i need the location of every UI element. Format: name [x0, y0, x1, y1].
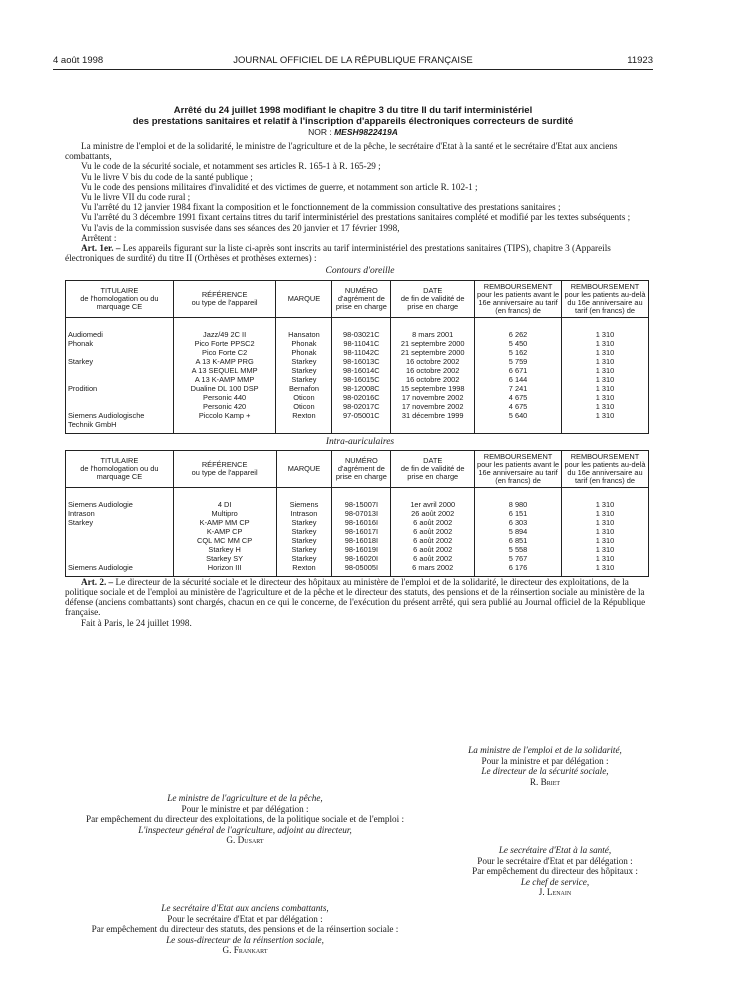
header-rule: [53, 69, 653, 70]
signature-sante: Le secrétaire d'Etat à la santé, Pour le secrétaire d'Etat et par délégation : Par empêchement du directeur des hôpitaux : Le chef de service, J. Lenain: [472, 845, 638, 897]
cell-reference: A 13 SEQUEL MMP: [173, 366, 276, 375]
cell-numero: 98-03021C: [332, 317, 391, 339]
cell-remb-apres: 1 310: [562, 375, 649, 384]
cell-titulaire: Starkey: [66, 518, 174, 527]
cell-marque: Starkey: [276, 357, 332, 366]
col-reference: RÉFÉRENCE ou type de l'appareil: [173, 280, 276, 317]
table-row: [66, 509, 649, 518]
cell-numero: 98-16017I: [332, 527, 391, 536]
cell-numero: 98-02016C: [332, 393, 391, 402]
table-contours-oreille: [65, 280, 649, 434]
cell-titulaire: [66, 366, 174, 375]
article-1: [65, 243, 655, 263]
title-line-1: Arrêté du 24 juillet 1998 modifiant le chapitre 3 du titre II du tarif interministériel: [173, 105, 533, 116]
cell-numero: 98-16020I: [332, 554, 391, 563]
cell-numero: 98-12008C: [332, 384, 391, 393]
cell-numero: 98-16013C: [332, 357, 391, 366]
cell-titulaire: Prodition: [66, 384, 174, 393]
cell-reference: Pico Forte PPSC2: [173, 339, 276, 348]
cell-marque: Starkey: [276, 366, 332, 375]
cell-titulaire: Intrason: [66, 509, 174, 518]
cell-remb-apres: 1 310: [562, 554, 649, 563]
cell-reference: CQL MC MM CP: [173, 536, 276, 545]
cell-date: 21 septembre 2000: [391, 339, 475, 348]
cell-remb-apres: 1 310: [562, 366, 649, 375]
col-remboursement-avant: REMBOURSEMENT pour les patients avant le 16e anniversaire au tarif (en francs) de: [475, 280, 562, 317]
cell-marque: Phonak: [276, 339, 332, 348]
article-1-label: Art. 1er. –: [81, 243, 121, 254]
cell-date: 16 octobre 2002: [391, 357, 475, 366]
cell-numero: 98-11042C: [332, 348, 391, 357]
arretent: Arrêtent :: [81, 232, 117, 243]
table-row: [66, 536, 649, 545]
table-row: [66, 487, 649, 509]
cell-remb-avant: 6 144: [475, 375, 562, 384]
header-page-number: 11923: [627, 55, 653, 66]
cell-titulaire: [66, 402, 174, 411]
cell-titulaire: Siemens Audiologie: [66, 563, 174, 577]
cell-remb-apres: 1 310: [562, 545, 649, 554]
cell-titulaire: Siemens Audiologische Technik GmbH: [66, 411, 174, 434]
cell-reference: K-AMP MM CP: [173, 518, 276, 527]
table-row: [66, 411, 649, 434]
table-intra-auriculaires: [65, 450, 649, 577]
table-2-subtitle: Intra-auriculaires: [325, 436, 395, 447]
cell-titulaire: [66, 348, 174, 357]
cell-remb-avant: 5 767: [475, 554, 562, 563]
cell-numero: 98-16015C: [332, 375, 391, 384]
cell-marque: Siemens: [276, 487, 332, 509]
cell-date: 6 août 2002: [391, 518, 475, 527]
page-header: [53, 55, 653, 69]
decree-body: [65, 141, 655, 628]
cell-numero: 98-02017C: [332, 402, 391, 411]
nor-reference: [53, 127, 653, 138]
col-date: DATE de fin de validité de prise en charge: [391, 280, 475, 317]
col-remboursement-apres: REMBOURSEMENT pour les patients au-delà du 16e anniversaire au tarif (en francs) de: [562, 280, 649, 317]
cell-remb-apres: 1 310: [562, 384, 649, 393]
cell-marque: Starkey: [276, 545, 332, 554]
cell-remb-avant: 5 558: [475, 545, 562, 554]
cell-reference: Starkey H: [173, 545, 276, 554]
table-row: [66, 527, 649, 536]
col-remboursement-apres: REMBOURSEMENT pour les patients au-delà du 16e anniversaire au tarif (en francs) de: [562, 450, 649, 487]
cell-remb-avant: 5 894: [475, 527, 562, 536]
cell-remb-avant: 6 303: [475, 518, 562, 527]
cell-numero: 98-07013I: [332, 509, 391, 518]
done-at: Fait à Paris, le 24 juillet 1998.: [81, 617, 192, 628]
cell-numero: 97-05001C: [332, 411, 391, 434]
signature-anciens-combattants: Le secrétaire d'Etat aux anciens combattants, Pour le secrétaire d'Etat et par délégation : Par empêchement du directeur des statuts, des pensions et de la réinsertion sociale : Le sous-directeur de la réinsertion sociale, G. Frankart: [91, 903, 399, 955]
signature-emploi: La ministre de l'emploi et de la solidarité, Pour la ministre et par délégation : Le directeur de la sécurité sociale, R. Briet: [468, 745, 622, 787]
cell-remb-avant: 5 759: [475, 357, 562, 366]
cell-date: 21 septembre 2000: [391, 348, 475, 357]
cell-titulaire: [66, 554, 174, 563]
cell-date: 17 novembre 2002: [391, 402, 475, 411]
cell-remb-avant: 8 980: [475, 487, 562, 509]
cell-titulaire: Phonak: [66, 339, 174, 348]
cell-date: 6 août 2002: [391, 536, 475, 545]
cell-numero: 98-05005I: [332, 563, 391, 577]
cell-reference: Personic 440: [173, 393, 276, 402]
cell-marque: Intrason: [276, 509, 332, 518]
cell-date: 6 août 2002: [391, 545, 475, 554]
preamble-line: Vu le livre V bis du code de la santé publique ;: [81, 171, 253, 182]
table-row: [66, 366, 649, 375]
cell-numero: 98-11041C: [332, 339, 391, 348]
cell-numero: 98-16016I: [332, 518, 391, 527]
cell-marque: Rexton: [276, 563, 332, 577]
cell-reference: K-AMP CP: [173, 527, 276, 536]
table-header-row: [66, 280, 649, 317]
table-header-row: [66, 450, 649, 487]
table-row: [66, 393, 649, 402]
cell-remb-apres: 1 310: [562, 402, 649, 411]
table-row: [66, 357, 649, 366]
cell-reference: A 13 K-AMP MMP: [173, 375, 276, 384]
cell-date: 8 mars 2001: [391, 317, 475, 339]
preamble-line: Vu l'arrêté du 12 janvier 1984 fixant la composition et le fonctionnement de la commission consultative des prestations sanitaires ;: [81, 202, 561, 213]
table-2-rows: [66, 487, 649, 576]
cell-marque: Starkey: [276, 536, 332, 545]
cell-numero: 98-15007I: [332, 487, 391, 509]
col-reference: RÉFÉRENCE ou type de l'appareil: [173, 450, 276, 487]
cell-marque: Oticon: [276, 393, 332, 402]
header-date: 4 août 1998: [53, 55, 104, 66]
cell-reference: Pico Forte C2: [173, 348, 276, 357]
cell-reference: 4 DI: [173, 487, 276, 509]
cell-remb-avant: 6 176: [475, 563, 562, 577]
nor-label: NOR :: [308, 127, 332, 137]
article-2-text: Le directeur de la sécurité sociale et le directeur des hôpitaux au ministère de l'emploi et de la solidarité, le directeur des exploitations, de la politique sociale et de l'emploi au ministère de l'agriculture et de la pêche et le directeur des statuts, des pensions et de la réinsertion sociale au ministère de la défense (anciens combattants) sont chargés, chacun en ce qui le concerne, de l'exécution du présent arrêté, qui sera publié au Journal officiel de la République française.: [65, 576, 646, 618]
cell-date: 16 octobre 2002: [391, 375, 475, 384]
preamble-line: Vu l'arrêté du 3 décembre 1991 fixant certains titres du tarif interministériel des prestations sanitaires complété et modifié par les textes subséquents ;: [81, 212, 631, 223]
article-2-label: Art. 2. –: [81, 576, 114, 587]
cell-date: 15 septembre 1998: [391, 384, 475, 393]
cell-titulaire: Audiomedi: [66, 317, 174, 339]
cell-titulaire: [66, 527, 174, 536]
cell-remb-apres: 1 310: [562, 317, 649, 339]
table-row: [66, 375, 649, 384]
cell-remb-avant: 6 262: [475, 317, 562, 339]
cell-remb-apres: 1 310: [562, 411, 649, 434]
cell-date: 6 mars 2002: [391, 563, 475, 577]
col-titulaire: TITULAIRE de l'homologation ou du marquage CE: [66, 280, 174, 317]
table-row: [66, 339, 649, 348]
table-1-rows: [66, 317, 649, 433]
cell-marque: Oticon: [276, 402, 332, 411]
cell-reference: Personic 420: [173, 402, 276, 411]
cell-remb-apres: 1 310: [562, 348, 649, 357]
cell-numero: 98-16014C: [332, 366, 391, 375]
preamble-line: Vu le code de la sécurité sociale, et notamment ses articles R. 165-1 à R. 165-29 ;: [81, 161, 381, 172]
cell-remb-apres: 1 310: [562, 527, 649, 536]
cell-titulaire: [66, 393, 174, 402]
cell-remb-avant: 6 671: [475, 366, 562, 375]
col-remboursement-avant: REMBOURSEMENT pour les patients avant le 16e anniversaire au tarif (en francs) de: [475, 450, 562, 487]
preamble-line: La ministre de l'emploi et de la solidarité, le ministre de l'agriculture et de la pêche, le secrétaire d'Etat à la santé et le secrétaire d'Etat aux anciens combattants,: [65, 141, 618, 162]
col-titulaire: TITULAIRE de l'homologation ou du marquage CE: [66, 450, 174, 487]
cell-date: 1er avril 2000: [391, 487, 475, 509]
table-row: [66, 384, 649, 393]
cell-reference: Starkey SY: [173, 554, 276, 563]
nor-code: MESH9822419A: [334, 127, 398, 137]
cell-date: 17 novembre 2002: [391, 393, 475, 402]
cell-marque: Starkey: [276, 527, 332, 536]
cell-titulaire: Siemens Audiologie: [66, 487, 174, 509]
signature-agriculture: Le ministre de l'agriculture et de la pêche, Pour le ministre et par délégation : Par empêchement du directeur des exploitations, de la politique sociale et de l'emploi : L'inspecteur général de l'agriculture, adjoint au directeur, G. Dusart: [85, 793, 404, 845]
cell-titulaire: [66, 375, 174, 384]
cell-remb-apres: 1 310: [562, 518, 649, 527]
cell-remb-avant: 6 151: [475, 509, 562, 518]
cell-date: 31 décembre 1999: [391, 411, 475, 434]
preamble-line: Vu le livre VII du code rural ;: [81, 192, 191, 203]
cell-remb-apres: 1 310: [562, 357, 649, 366]
col-numero: NUMÉRO d'agrément de prise en charge: [332, 280, 391, 317]
cell-remb-avant: 4 675: [475, 402, 562, 411]
article-1-text: Les appareils figurant sur la liste ci-après sont inscrits au tarif interministériel des prestations sanitaires (TIPS), chapitre 3 (Appareils électroniques de surdité) du titre II (Orthèses et prothèses externes) :: [65, 243, 611, 264]
cell-marque: Rexton: [276, 411, 332, 434]
table-row: [66, 554, 649, 563]
cell-numero: 98-16018I: [332, 536, 391, 545]
cell-date: 6 août 2002: [391, 527, 475, 536]
table-row: [66, 518, 649, 527]
cell-remb-avant: 4 675: [475, 393, 562, 402]
cell-reference: Multipro: [173, 509, 276, 518]
header-journal: JOURNAL OFFICIEL DE LA RÉPUBLIQUE FRANÇAISE: [233, 55, 473, 66]
cell-titulaire: [66, 545, 174, 554]
cell-remb-avant: 5 162: [475, 348, 562, 357]
col-date: DATE de fin de validité de prise en charge: [391, 450, 475, 487]
cell-date: 6 août 2002: [391, 554, 475, 563]
cell-reference: Horizon III: [173, 563, 276, 577]
cell-reference: Dualine DL 100 DSP: [173, 384, 276, 393]
cell-marque: Hansaton: [276, 317, 332, 339]
cell-marque: Starkey: [276, 375, 332, 384]
table-row: [66, 348, 649, 357]
cell-numero: 98-16019I: [332, 545, 391, 554]
cell-marque: Phonak: [276, 348, 332, 357]
cell-remb-avant: 5 450: [475, 339, 562, 348]
cell-reference: Jazz/49 2C II: [173, 317, 276, 339]
cell-date: 16 octobre 2002: [391, 366, 475, 375]
article-2: [65, 577, 655, 618]
cell-remb-avant: 6 851: [475, 536, 562, 545]
cell-remb-apres: 1 310: [562, 339, 649, 348]
preamble-line: Vu le code des pensions militaires d'invalidité et des victimes de guerre, et notamment son article R. 102-1 ;: [81, 181, 478, 192]
cell-remb-apres: 1 310: [562, 393, 649, 402]
cell-remb-apres: 1 310: [562, 509, 649, 518]
table-row: [66, 545, 649, 554]
cell-marque: Bernafon: [276, 384, 332, 393]
table-row: [66, 317, 649, 339]
title-line-2: des prestations sanitaires et relatif à l'inscription d'appareils électroniques correcteurs de surdité: [132, 116, 574, 127]
cell-remb-apres: 1 310: [562, 536, 649, 545]
col-marque: MARQUE: [276, 280, 332, 317]
cell-remb-avant: 7 241: [475, 384, 562, 393]
cell-date: 26 août 2002: [391, 509, 475, 518]
cell-remb-apres: 1 310: [562, 487, 649, 509]
cell-remb-avant: 5 640: [475, 411, 562, 434]
preamble-line: Vu l'avis de la commission susvisée dans ses séances des 20 janvier et 17 février 1998,: [81, 222, 400, 233]
col-numero: NUMÉRO d'agrément de prise en charge: [332, 450, 391, 487]
cell-titulaire: Starkey: [66, 357, 174, 366]
cell-titulaire: [66, 536, 174, 545]
table-1-subtitle: Contours d'oreille: [325, 266, 395, 277]
table-row: [66, 563, 649, 577]
cell-remb-apres: 1 310: [562, 563, 649, 577]
col-marque: MARQUE: [276, 450, 332, 487]
table-row: [66, 402, 649, 411]
cell-marque: Starkey: [276, 554, 332, 563]
cell-reference: A 13 K-AMP PRG: [173, 357, 276, 366]
cell-reference: Piccolo Kamp +: [173, 411, 276, 434]
decree-title: [53, 105, 653, 138]
cell-marque: Starkey: [276, 518, 332, 527]
